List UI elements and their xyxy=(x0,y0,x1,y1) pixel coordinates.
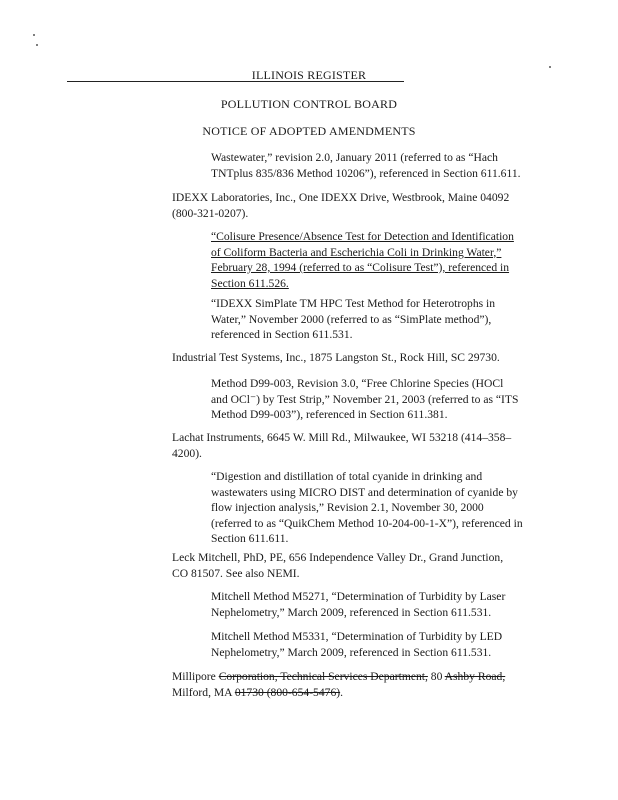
idexx-entry: IDEXX Laboratories, Inc., One IDEXX Drive, Westbrook, Maine 04092 (800-321-0207). xyxy=(172,191,510,220)
lachat-method: “Digestion and distillation of total cyanide in drinking and wastewaters using MICRO DIST and determination of cyanide by flow injection analysis,” Revision 2.1, November 30, 2000 (referred to as “QuikChem Method 10-204-00-1-X”), referenced in Section 611.611. xyxy=(211,470,523,545)
scan-speck xyxy=(36,44,38,46)
struck-text: 01730 (800-654-5476) xyxy=(234,685,341,699)
notice-title: NOTICE OF ADOPTED AMENDMENTS xyxy=(202,124,416,138)
millipore-entry: Millipore Corporation, Technical Services Department, 80 Ashby Road, Milford, MA 01730 (800-654-5476). xyxy=(172,670,506,699)
mitchell-m5271: Mitchell Method M5271, “Determination of Turbidity by Laser Nephelometry,” March 2009, referenced in Section 611.531. xyxy=(211,590,506,619)
simplate-method: “IDEXX SimPlate TM HPC Test Method for Heterotrophs in Water,” November 2000 (referred to as “SimPlate method”), referenced in Section 611.531. xyxy=(211,297,496,341)
mitchell-m5331: Mitchell Method M5331, “Determination of Turbidity by LED Nephelometry,” March 2009, referenced in Section 611.531. xyxy=(211,630,503,659)
struck-text: Corporation, Technical Services Department, xyxy=(218,670,428,683)
mitchell-entry: Leck Mitchell, PhD, PE, 656 Independence Valley Dr., Grand Junction, CO 81507. See also NEMI. xyxy=(172,551,504,580)
colisure-method: “Colisure Presence/Absence Test for Detection and Identification of Coliform Bacteria and Escherichia Coli in Drinking Water,” February 28, 1994 (referred to as “Colisure Test”), referenced in Section 611.526. xyxy=(211,230,514,290)
hach-continuation: Wastewater,” revision 2.0, January 2011 (referred to as “Hach TNTplus 835/836 Method 10206”), referenced in Section 611.611. xyxy=(211,151,521,180)
header-rule xyxy=(67,81,404,82)
its-method: Method D99-003, Revision 3.0, “Free Chlorine Species (HOCl and OCl⁻) by Test Strip,” November 21, 2003 (referred to as “ITS Method D99-003”), referenced in Section 611.381. xyxy=(211,377,519,421)
scan-speck xyxy=(33,34,35,36)
register-title: ILLINOIS REGISTER xyxy=(251,68,367,82)
lachat-entry: Lachat Instruments, 6645 W. Mill Rd., Milwaukee, WI 53218 (414–358– 4200). xyxy=(172,431,512,460)
its-entry: Industrial Test Systems, Inc., 1875 Langston St., Rock Hill, SC 29730. xyxy=(172,351,500,364)
board-title: POLLUTION CONTROL BOARD xyxy=(220,97,398,111)
struck-text: Ashby Road, xyxy=(444,670,506,683)
